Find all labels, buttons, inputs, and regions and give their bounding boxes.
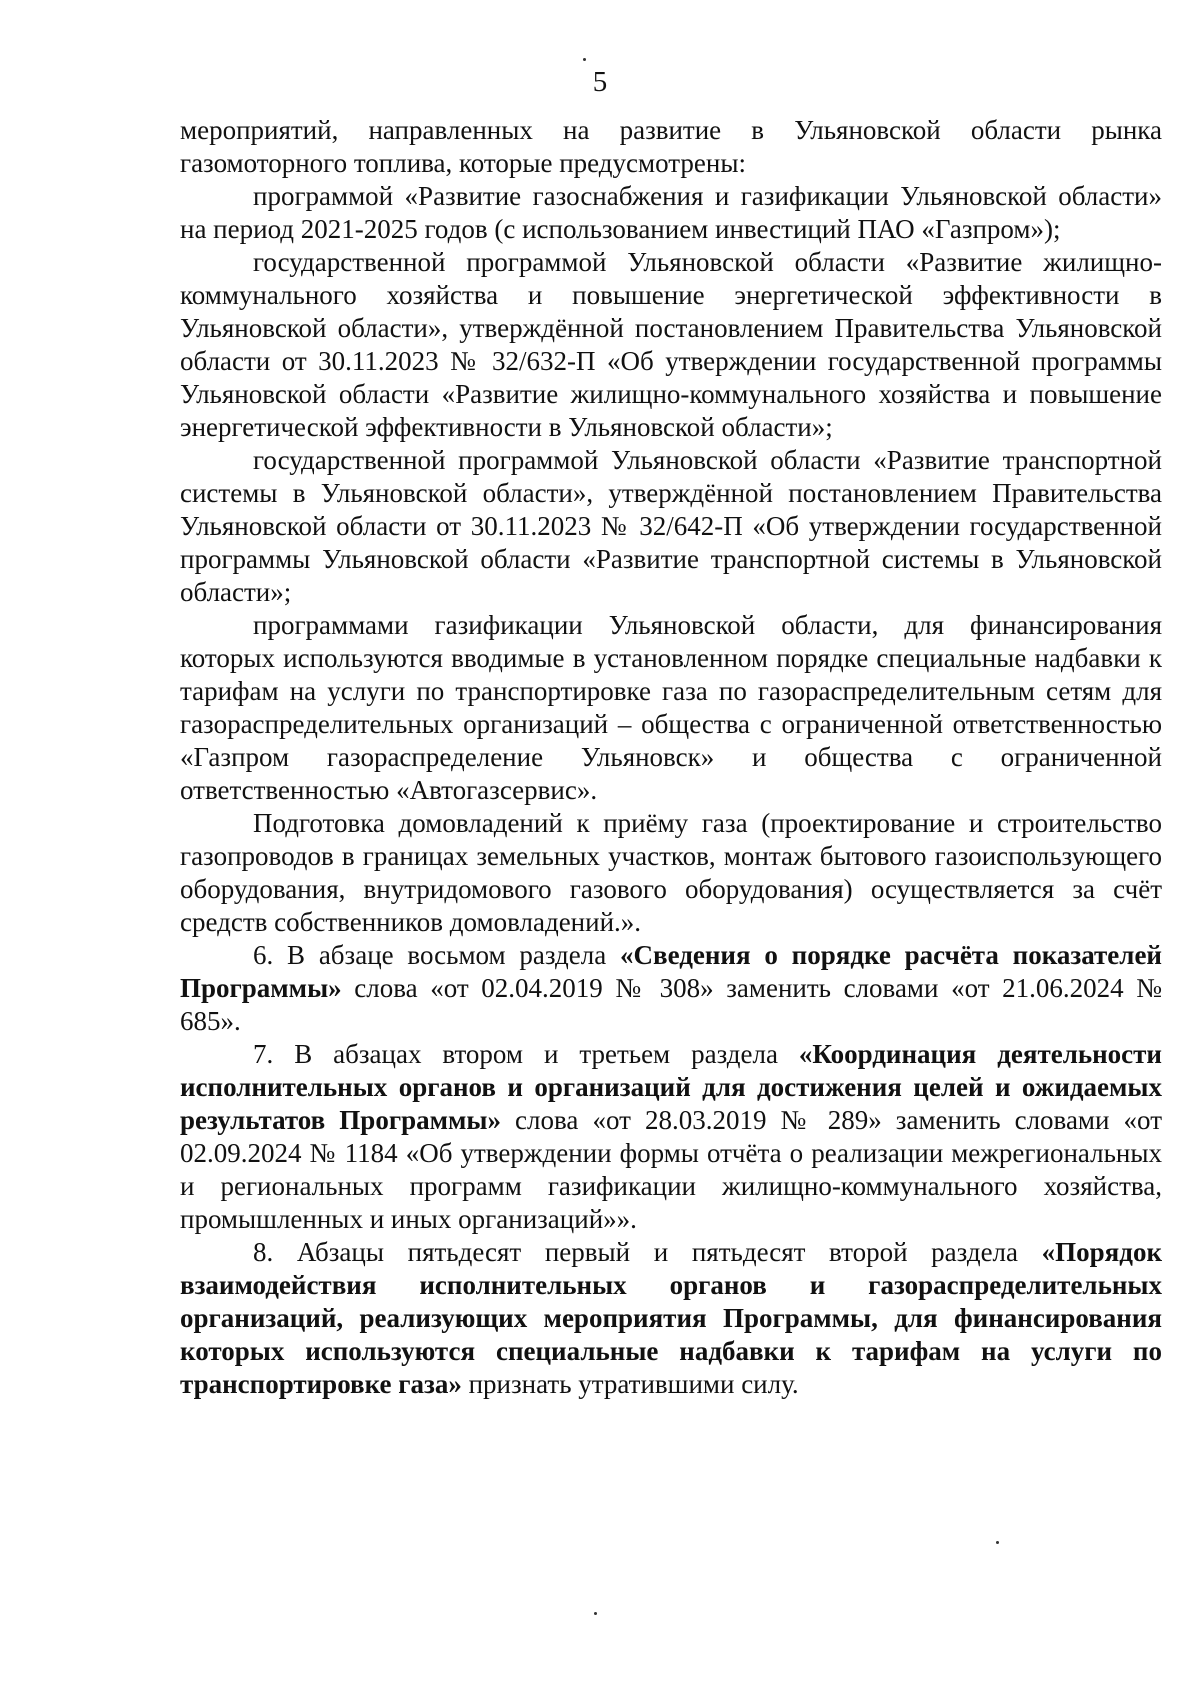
text-run: 8. Абзацы пятьдесят первый и пятьдесят второй раздела (253, 1237, 1042, 1267)
text-run: мероприятий, направленных на развитие в Ульяновской области рынка газомоторного топлива, которые предусмотрены: (180, 115, 1162, 178)
bold-text-run: «Порядок взаимодействия исполнительных органов и газораспределительных организаций, реализующих мероприятия Программы, для финансирования которых используются специальные надбавки к тарифам на услуги по транспортировке газа» (180, 1237, 1162, 1399)
paragraph (180, 1236, 1162, 1401)
text-run: программой «Развитие газоснабжения и газификации Ульяновской области» на период 2021-2025 годов (с использованием инвестиций ПАО «Газпром»); (180, 181, 1162, 244)
bold-text-run: «Сведения о порядке расчёта показателей Программы» (180, 940, 1162, 1003)
text-run: государственной программой Ульяновской области «Развитие транспортной системы в Ульяновской области», утверждённой постановлением Правительства Ульяновской области от 30.11.2023 № 32/642-П «Об утверждении государственной программы Ульяновской области «Развитие транспортной системы в Ульяновской области»; (180, 445, 1162, 607)
text-run: слова «от 02.04.2019 № 308» заменить словами «от 21.06.2024 № 685». (180, 973, 1162, 1036)
paragraph (180, 807, 1162, 939)
paragraph (180, 444, 1162, 609)
paragraph (180, 180, 1162, 246)
document-body (180, 114, 1162, 1401)
text-run: слова «от 28.03.2019 № 289» заменить словами «от 02.09.2024 № 1184 «Об утверждении формы отчёта о реализации межрегиональных и региональных программ газификации жилищно-коммунального хозяйства, промышленных и иных организаций»». (180, 1105, 1162, 1234)
scan-speck (996, 1541, 999, 1544)
scan-speck (594, 1612, 597, 1615)
text-run: Подготовка домовладений к приёму газа (проектирование и строительство газопроводов в границах земельных участков, монтаж бытового газоиспользующего оборудования, внутридомового газового оборудования) осуществляется за счёт средств собственников домовладений.». (180, 808, 1162, 937)
scan-speck (583, 58, 586, 61)
paragraph (180, 939, 1162, 1038)
text-run: 6. В абзаце восьмом раздела (253, 940, 621, 970)
paragraph (180, 246, 1162, 444)
paragraph (180, 1038, 1162, 1236)
text-run: государственной программой Ульяновской области «Развитие жилищно-коммунального хозяйства и повышение энергетической эффективности в Ульяновской области», утверждённой постановлением Правительства Ульяновской области от 30.11.2023 № 32/632-П «Об утверждении государственной программы Ульяновской области «Развитие жилищно-коммунального хозяйства и повышение энергетической эффективности в Ульяновской области»; (180, 247, 1162, 442)
paragraph (180, 114, 1162, 180)
text-run: признать утратившими силу. (461, 1369, 799, 1399)
text-run: 7. В абзацах втором и третьем раздела (253, 1039, 799, 1069)
paragraph (180, 609, 1162, 807)
page-number: 5 (592, 66, 608, 98)
bold-text-run: «Координация деятельности исполнительных органов и организаций для достижения целей и ожидаемых результатов Программы» (180, 1039, 1162, 1135)
text-run: программами газификации Ульяновской области, для финансирования которых используются вводимые в установленном порядке специальные надбавки к тарифам на услуги по транспортировке газа по газораспределительным сетям для газораспределительных организаций – общества с ограниченной ответственностью «Газпром газораспределение Ульяновск» и общества с ограниченной ответственностью «Автогазсервис». (180, 610, 1162, 805)
